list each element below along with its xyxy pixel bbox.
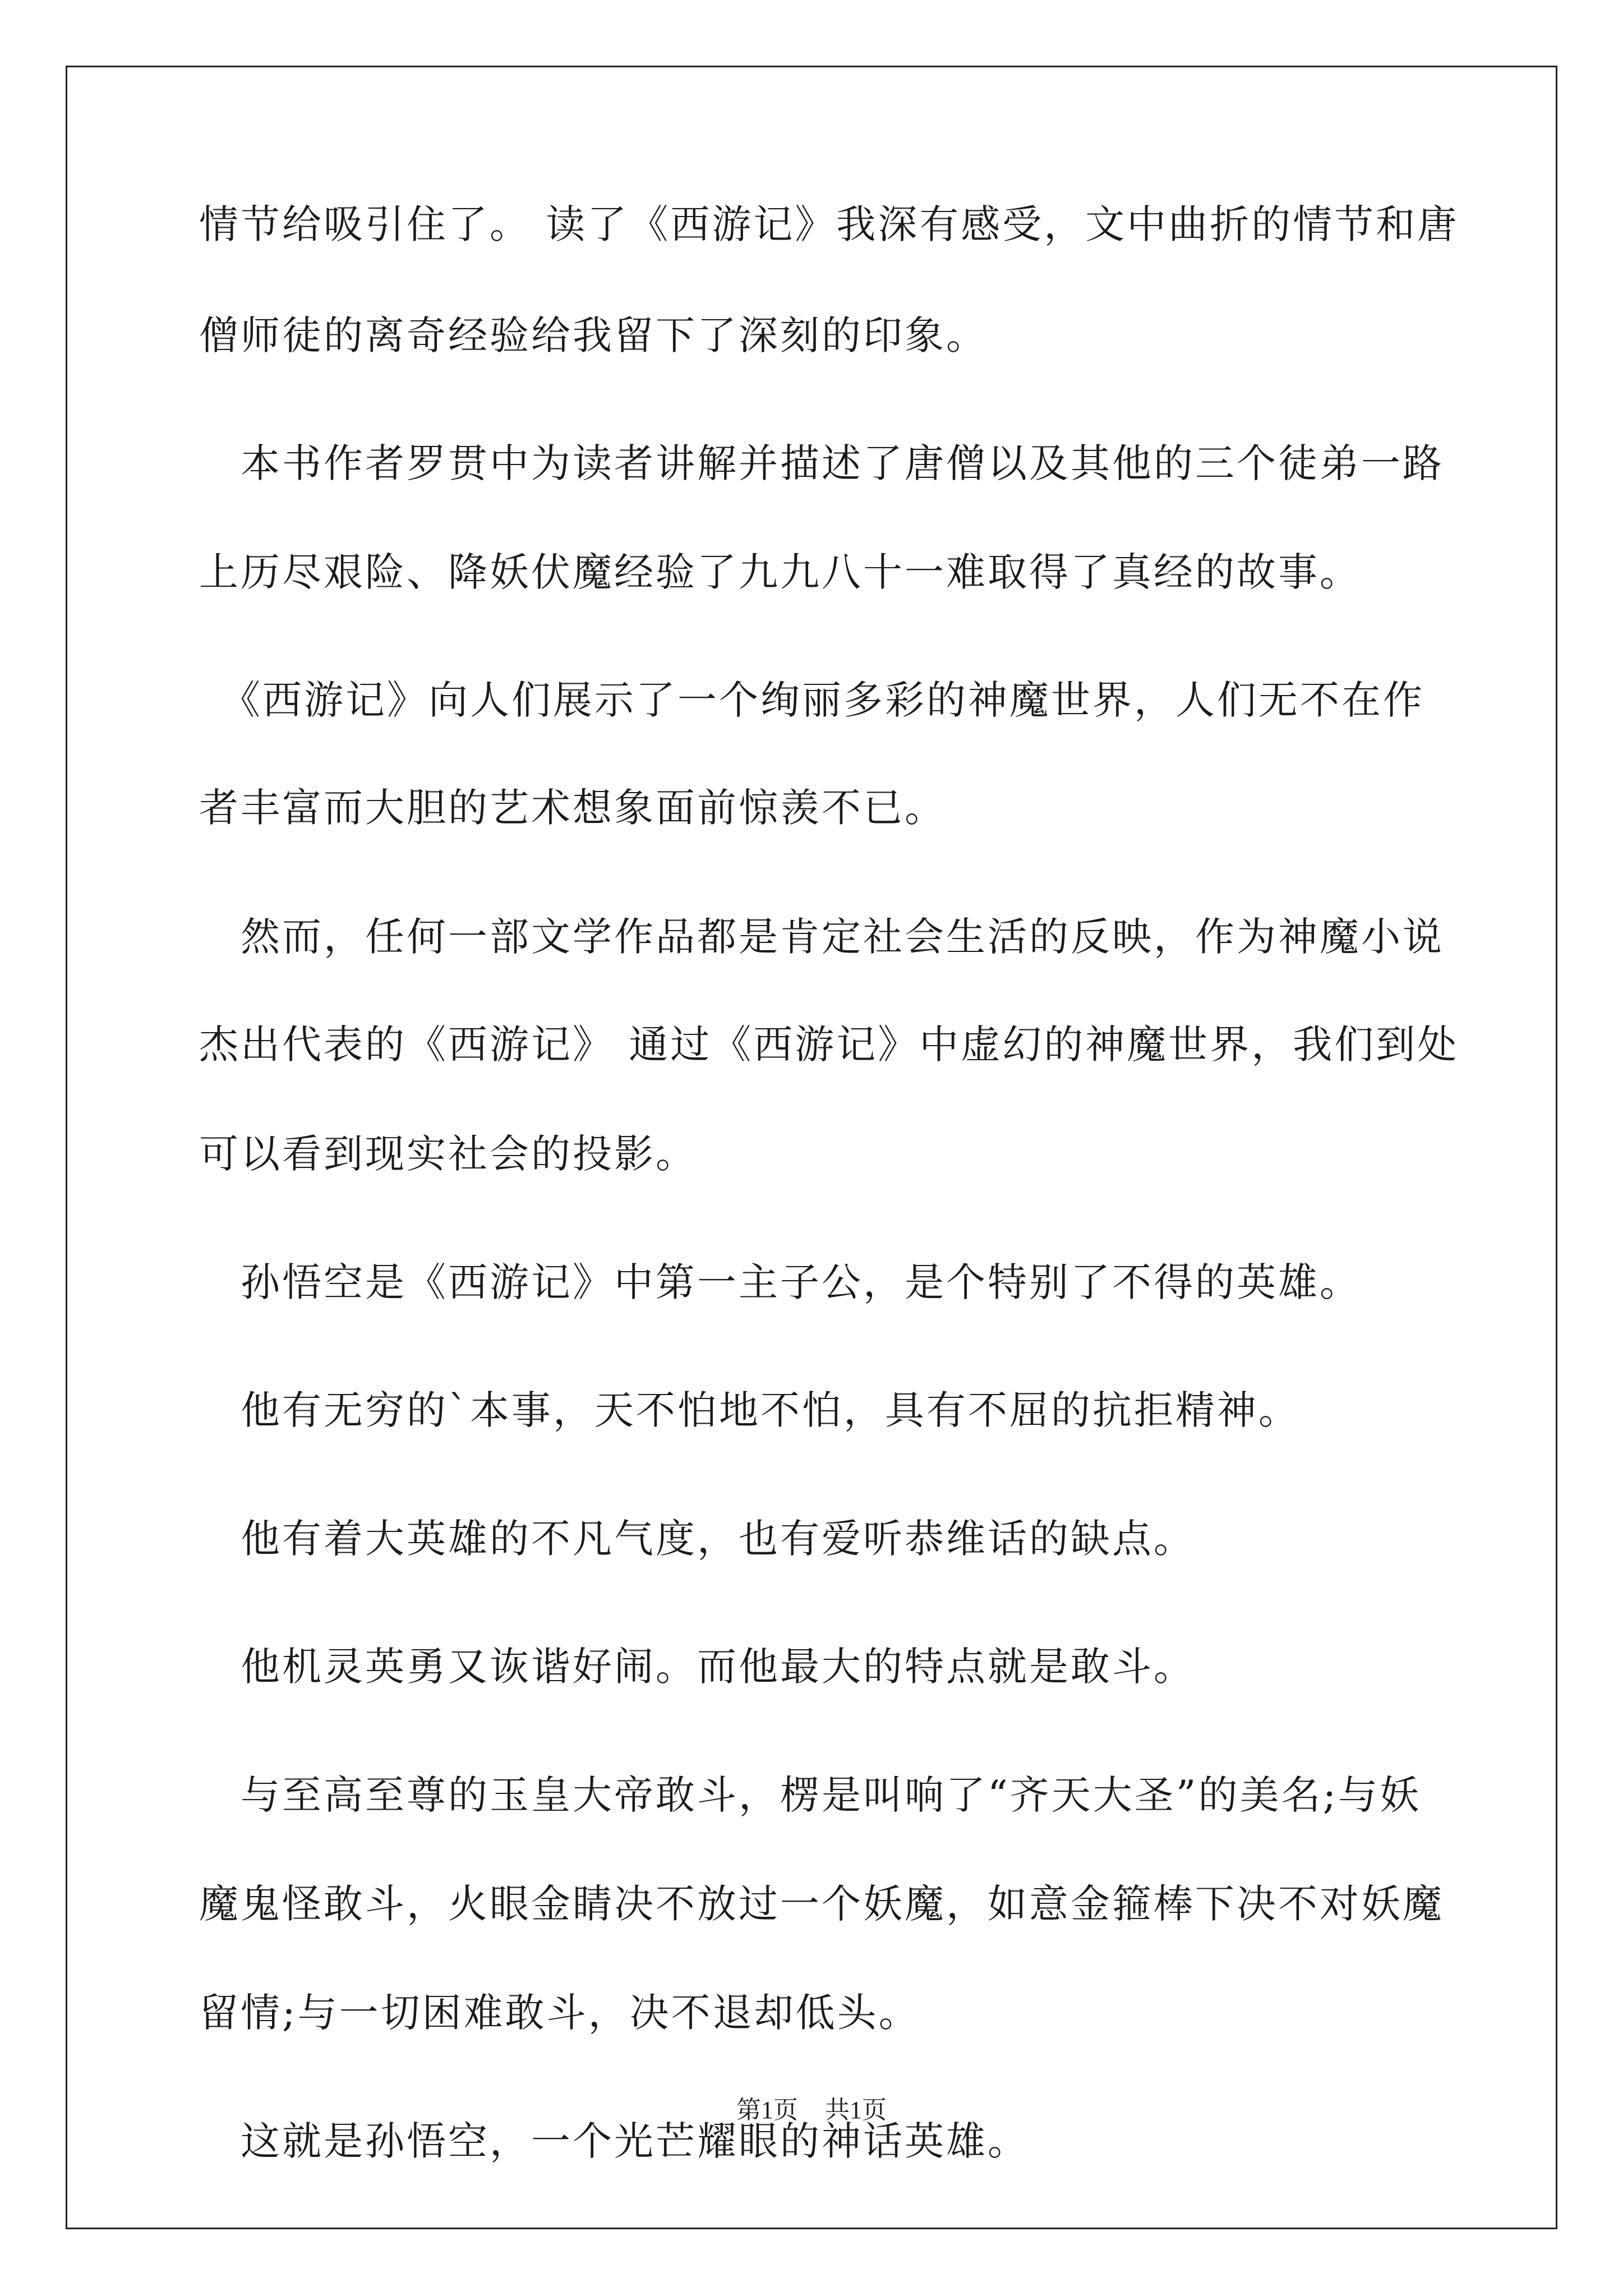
text-line: 与至高至尊的玉皇大帝敢斗，楞是叫响了“齐天大圣”的美名;与妖 bbox=[199, 1772, 1422, 1818]
text-line: 本书作者罗贯中为读者讲解并描述了唐僧以及其他的三个徒弟一路 bbox=[199, 440, 1444, 486]
text-line: 这就是孙悟空，一个光芒耀眼的神话英雄。 bbox=[199, 2118, 1029, 2164]
text-line: 者丰富而大胆的艺术想象面前惊羡不已。 bbox=[199, 785, 946, 831]
page-total: 共1页 bbox=[825, 2096, 887, 2124]
text-line: 他有无穷的`本事，天不怕地不怕，具有不屈的抗拒精神。 bbox=[199, 1387, 1300, 1433]
page-footer bbox=[0, 2093, 1623, 2127]
text-line: 上历尽艰险、降妖伏魔经验了九九八十一难取得了真经的故事。 bbox=[199, 549, 1361, 595]
text-line: 僧师徒的离奇经验给我留下了深刻的印象。 bbox=[199, 312, 988, 358]
text-line: 孙悟空是《西游记》中第一主子公，是个特别了不得的英雄。 bbox=[199, 1259, 1361, 1305]
text-line: 魔鬼怪敢斗，火眼金睛决不放过一个妖魔，如意金箍棒下决不对妖魔 bbox=[199, 1881, 1444, 1927]
text-line: 他有着大英雄的不凡气度，也有爱听恭维话的缺点。 bbox=[199, 1516, 1195, 1562]
text-line: 《西游记》向人们展示了一个绚丽多彩的神魔世界，人们无不在作 bbox=[199, 677, 1424, 723]
text-line: 可以看到现实社会的投影。 bbox=[199, 1131, 697, 1177]
text-line: 杰出代表的《西游记》 通过《西游记》中虚幻的神魔世界，我们到处 bbox=[199, 1022, 1459, 1068]
text-line: 留情;与一切困难敢斗，决不退却低头。 bbox=[199, 1990, 920, 2036]
text-line: 情节给吸引住了。 读了《西游记》我深有感受，文中曲折的情节和唐 bbox=[199, 201, 1459, 247]
page-number: 第1页 bbox=[736, 2096, 798, 2124]
text-line: 他机灵英勇又诙谐好闹。而他最大的特点就是敢斗。 bbox=[199, 1644, 1195, 1690]
text-line: 然而，任何一部文学作品都是肯定社会生活的反映，作为神魔小说 bbox=[199, 914, 1444, 960]
